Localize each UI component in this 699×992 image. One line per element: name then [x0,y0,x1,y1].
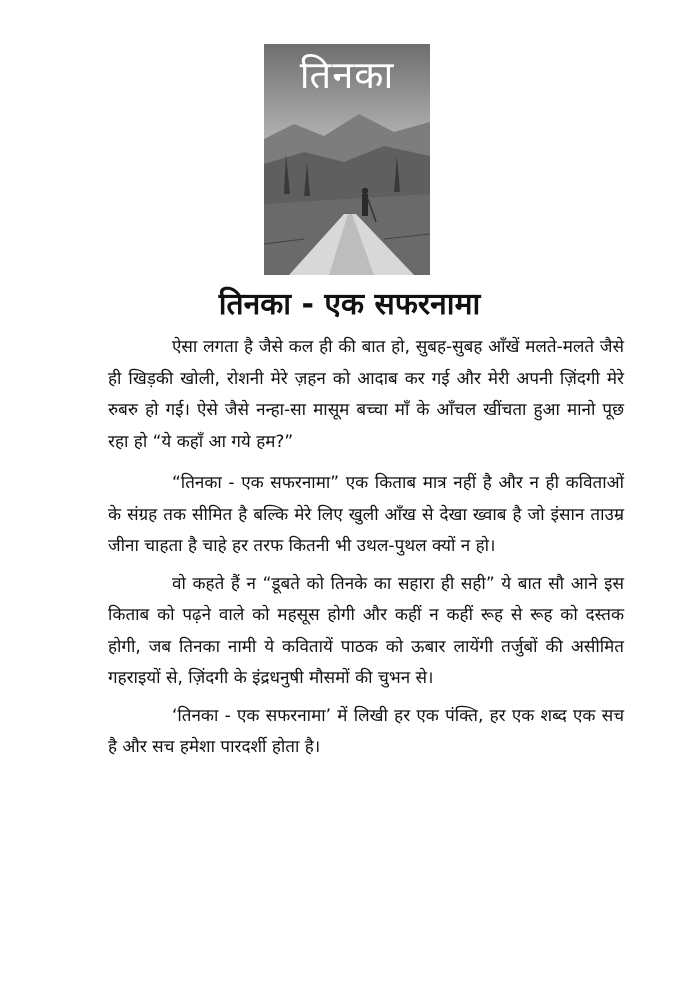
book-cover-image [264,44,430,275]
paragraph-4: ‘तिनका - एक सफरनामा’ में लिखी हर एक पंक्ति, हर एक शब्द एक सच है और सच हमेशा पारदर्शी होता है। [108,705,624,757]
paragraph-1: ऐसा लगता है जैसे कल ही की बात हो, सुबह-सुबह आँखें मलते-मलते जैसे ही खिड़की खोली, रोशनी मेरे ज़हन को आदाब कर गई और मेरी अपनी ज़िंदगी मेरे रुबरु हो गई। ऐसे जैसे नन्हा-सा मासूम बच्चा माँ के आँचल खींचता हुआ मानो पूछ रहा हो “ये कहाँ आ गये हम?” [108,337,624,452]
body-text [108,332,624,770]
cover-title: तिनका [299,53,395,97]
paragraph-2: “तिनका - एक सफरनामा” एक किताब मात्र नहीं है और न ही कविताओं के संग्रह तक सीमित है बल्कि मेरे लिए खुली आँख से देखा ख्वाब है जो इंसान ताउम्र जीना चाहता है चाहे हर तरफ कितनी भी उथल-पुथल क्यों न हो। [108,473,624,556]
paragraph-3: वो कहते हैं न “डूबते को तिनके का सहारा ही सही” ये बात सौ आने इस किताब को पढ़ने वाले को महसूस होगी और कहीं न कहीं रूह से रूह को दस्तक होगी, जब तिनका नामी ये कवितायें पाठक को ऊबार लायेंगी तर्जुबों की असीमित गहराइयों से, ज़िंदगी के इंद्रधनुषी मौसमों की चुभन से। [108,573,624,688]
page-title: तिनका - एक सफरनामा [218,287,481,322]
